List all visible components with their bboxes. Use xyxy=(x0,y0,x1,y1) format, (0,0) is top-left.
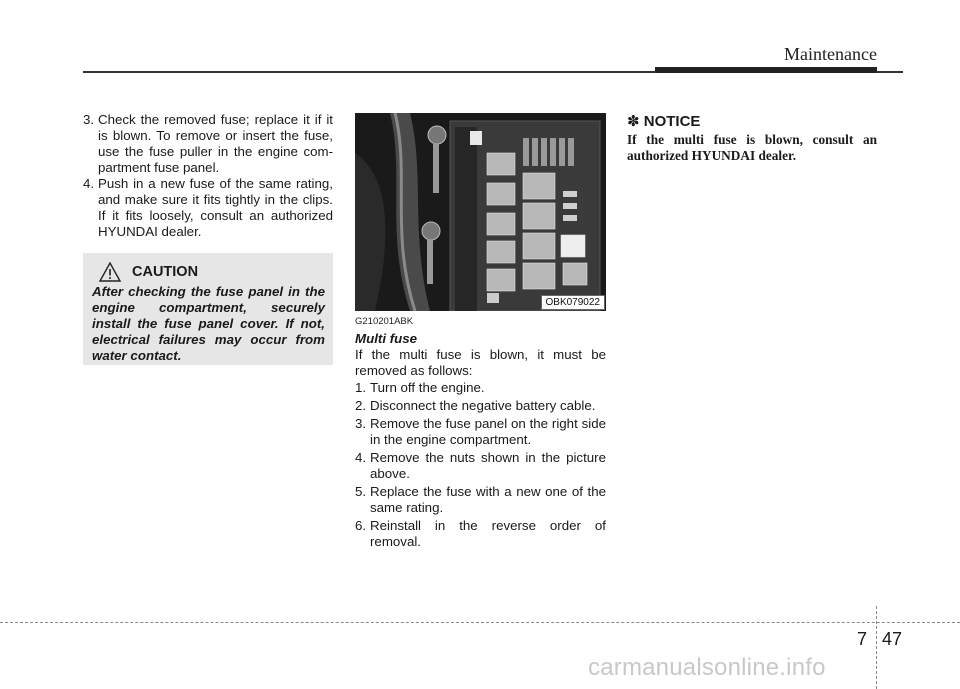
section-title: Maintenance xyxy=(784,44,877,64)
left-column xyxy=(83,112,333,240)
list-item xyxy=(355,484,606,516)
step-number: 5. xyxy=(355,484,367,499)
step-number: 3. xyxy=(83,112,95,127)
notice-text: If the multi fuse is blown, consult an authorized HYUNDAI dealer. xyxy=(627,132,877,163)
multi-fuse-steps xyxy=(355,380,606,550)
step-text: Remove the nuts shown in the picture above. xyxy=(370,450,606,481)
list-item xyxy=(83,176,333,240)
right-column xyxy=(627,112,877,164)
step-number: 1. xyxy=(355,380,367,395)
step-text: Replace the fuse with a new one of the same rating. xyxy=(370,484,606,515)
fuse-check-steps xyxy=(83,112,333,240)
footer-divider xyxy=(876,606,877,689)
figure-code: OBK079022 xyxy=(541,295,606,310)
list-item xyxy=(355,450,606,482)
step-text: Reinstall in the reverse order of removal. xyxy=(370,518,606,549)
step-text: Disconnect the negative battery cable. xyxy=(370,398,596,413)
fuse-panel-illustration xyxy=(355,113,606,311)
step-number: 3. xyxy=(355,416,367,431)
list-item xyxy=(355,416,606,448)
caution-box xyxy=(83,253,333,365)
caution-text: After checking the fuse panel in the engine compartment, securely install the fuse panel cover. If not, electrical failures may occur from water contact. xyxy=(92,284,325,363)
list-item xyxy=(83,112,333,176)
intro-text: If the multi fuse is blown, it must be removed as follows: xyxy=(355,347,606,378)
engine-fuse-panel-photo xyxy=(355,113,606,311)
warning-triangle-icon xyxy=(99,262,121,282)
step-number: 6. xyxy=(355,518,367,533)
header-rule-accent xyxy=(655,67,877,73)
step-text: Remove the fuse panel on the right side in the engine compartment. xyxy=(370,416,606,447)
list-item xyxy=(355,518,606,550)
step-text: Push in a new fuse of the same rating, and make sure it fits tightly in the clips. If it fits loosely, consult an authorized HYUNDAI dealer. xyxy=(98,176,333,239)
step-number: 4. xyxy=(355,450,367,465)
footer-rule xyxy=(0,622,960,623)
list-item xyxy=(355,380,606,396)
step-text: Turn off the engine. xyxy=(370,380,485,395)
caution-title: CAUTION xyxy=(132,264,199,280)
step-number: 4. xyxy=(83,176,95,191)
step-number: 2. xyxy=(355,398,367,413)
notice-title: ✽ NOTICE xyxy=(627,113,701,130)
middle-column xyxy=(355,316,606,552)
watermark: carmanualsonline.info xyxy=(588,654,826,681)
list-item xyxy=(355,398,606,414)
section-code: G210201ABK xyxy=(355,316,414,327)
page-number: 47 xyxy=(882,629,903,649)
subheading: Multi fuse xyxy=(355,331,418,346)
chapter-number: 7 xyxy=(857,629,868,649)
step-text: Check the removed fuse; replace it if it is blown. To remove or insert the fuse, use the fuse puller in the engine com-partment fuse panel. xyxy=(98,112,333,175)
